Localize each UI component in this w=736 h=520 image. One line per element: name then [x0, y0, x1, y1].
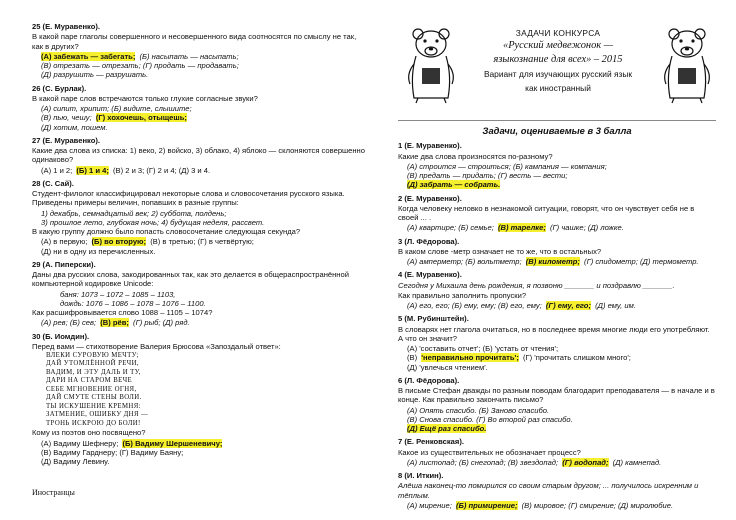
correct-answer: (Б) Вадиму Шершеневичу;: [122, 438, 223, 448]
correct-answer: (В) рёв;: [100, 318, 129, 328]
question-text: В словарях нет глагола очитаться, но в последнее время многие люди его употребляют. А что он значит?: [398, 324, 710, 343]
answer-line: [398, 223, 716, 232]
header-title: языкознание для всех» – 2015: [493, 54, 623, 66]
question-text: Какие два слова из списка: 1) веко, 2) войско, 3) облако, 4) яблоко — склоняются совершенно одинаково?: [32, 146, 365, 165]
question-head: 3 (Л. Фёдорова).: [398, 236, 460, 246]
answer-line: (А) строится — строиться; (Б) кампания — компания;: [407, 161, 607, 171]
answer-line: [398, 353, 716, 362]
question-head: 28 (С. Сай).: [32, 178, 74, 188]
question-text: Сегодня у Михаила день рождения, я позвоню _______ и поздравлю _______.: [398, 280, 675, 290]
question-1: [398, 141, 716, 189]
header-line: ЗАДАЧИ КОНКУРСА: [515, 28, 601, 38]
correct-answer: (В) тарелке;: [497, 223, 546, 233]
code-line: баня: 1073 – 1072 – 1085 – 1103,: [60, 289, 176, 299]
answer-option: (Г) спидометр; (Д) термометр.: [584, 257, 699, 267]
correct-answer: (Д) забрать — собрать.: [407, 180, 501, 190]
answer-line: (Д) хотим, пошем.: [41, 122, 108, 132]
answer-option: (А) амперметр; (Б) вольтметр;: [407, 257, 522, 267]
correct-answer: 'неправильно прочитать';: [421, 353, 519, 363]
question-head: 6 (Л. Фёдорова).: [398, 375, 460, 385]
bear-logo-icon: [660, 24, 714, 104]
question-head: 2 (Е. Муравенко).: [398, 193, 462, 203]
answer-line: (А) сипит, хрипит; (Б) видите, слышите;: [41, 104, 192, 113]
question-28: [32, 179, 366, 256]
answer-option: (А) листопад; (Б) снегопад; (В) звездопад;: [407, 457, 559, 467]
correct-answer: (Б) 1 и 4;: [76, 165, 109, 175]
question-head: 25 (Е. Муравенко).: [32, 22, 101, 31]
header-title: «Русский медвежонок —: [503, 40, 613, 52]
answer-line: [398, 458, 716, 467]
answer-option: (В) в третью; (Г) в четвёртую;: [150, 237, 254, 247]
question-2: [398, 194, 716, 233]
answer-line: [398, 301, 716, 310]
left-column: [32, 22, 366, 470]
correct-answer: (Г) хохочешь, отыщешь;: [95, 113, 187, 123]
answer-line: (В) отрезать — отрезать; (Г) продать — продавать;: [41, 61, 239, 70]
answer-line: (В) Вадиму Гарднеру; (Г) Вадиму Баяну;: [41, 447, 184, 457]
question-7: [398, 437, 716, 467]
correct-answer: (Г) водопад;: [562, 457, 609, 467]
question-8: [398, 471, 716, 510]
answer-option: (Г) 'прочитать слишком много';: [523, 353, 631, 363]
question-text: Алёша наконец-то помирился со своим старым другом; ... получилось искренним и тёплым.: [398, 481, 699, 500]
question-27: [32, 136, 366, 175]
question-text: Даны два русских слова, закодированных так, как это делается в общераспространённой компьютерной кодировке Unicode:: [32, 270, 349, 289]
poem-line: ВЛЕКИ СУРОВУЮ МЕЧТУ;: [46, 352, 139, 359]
answer-option: (А) в первую;: [41, 237, 88, 247]
section-heading: Задачи, оцениваемые в 3 балла: [398, 120, 716, 136]
correct-answer: (А) забежать — забегать;: [41, 51, 136, 61]
page-footer: Иностранцы: [32, 488, 75, 498]
answer-line: [398, 180, 716, 189]
answer-line: [398, 424, 716, 433]
poem-line: ВАДИМ, И ЭТУ ДАЛЬ И ТУ,: [46, 368, 141, 376]
header-subtitle: как иностранный: [525, 82, 591, 93]
answer-option: (Г) рыб; (Д) ряд.: [133, 318, 190, 328]
answer-option: (Б) насыпать — насыпать;: [139, 51, 239, 61]
answer-option: (А) мирение;: [407, 500, 452, 510]
answer-line: [398, 501, 716, 510]
question-head: 4 (Е. Муравенко).: [398, 270, 462, 280]
poem-line: ЗАТМЕНИЕ, ОШИБКУ ДНЯ —: [46, 411, 149, 419]
answer-option: (Г) чашке; (Д) ложке.: [550, 223, 624, 233]
question-head: 26 (С. Бурлак).: [32, 83, 87, 93]
poem-line: ДАРИ НА СТАРОМ ВЕЧЕ: [46, 377, 133, 385]
answer-line: [32, 439, 366, 448]
group-line: 1) декабрь, семнадцатый век; 2) суббота, полдень;: [41, 208, 227, 218]
answer-line: [32, 113, 366, 122]
answer-option: (А) Вадиму Шефнеру;: [41, 438, 119, 448]
group-line: 3) прошлое лето, глубокая ночь; 4) будущая неделя, рассвет.: [41, 217, 265, 227]
question-head: 5 (М. Рубинштейн).: [398, 314, 469, 324]
question-text: В какой паре слов встречаются только глухие согласные звуки?: [32, 93, 258, 103]
question-26: [32, 84, 366, 132]
question-text: В какой паре глаголы совершенного и несовершенного вида соотносятся по смыслу не так, как в других?: [32, 32, 357, 51]
correct-answer: (Г) ему, его;: [545, 301, 591, 311]
question-3: [398, 237, 716, 267]
question-ask: Как расшифровывается слово 1088 – 1105 – 1074?: [32, 308, 213, 317]
question-text: Студент-филолог классифицировал некоторые слова и словосочетания русского языка. Приведены примеры величин, попавших в разные группы:: [32, 189, 345, 208]
question-head: 29 (А. Пиперски).: [32, 259, 96, 269]
header-title-block: [460, 28, 656, 93]
answer-option: (В): [407, 353, 418, 363]
answer-option: (В) пью, чешу;: [41, 113, 92, 123]
correct-answer: (В) километр;: [525, 257, 580, 267]
question-text: Какие два слова произносятся по-разному?: [398, 151, 553, 161]
question-6: [398, 376, 716, 434]
question-ask: Кому из поэтов оно посвящено?: [32, 428, 146, 438]
answer-option: (Д) ему, им.: [595, 301, 636, 311]
answer-option: (А) его, его; (Б) ему, ему; (В) его, ему;: [407, 301, 542, 311]
answer-line: (Д) разрушить — разрушать.: [41, 70, 149, 80]
answer-option: (А) 1 и 2;: [41, 165, 73, 175]
answer-option: (В) 2 и 3; (Г) 2 и 4; (Д) 3 и 4.: [113, 165, 211, 175]
answer-line: (Д) ни в одну из перечисленных.: [41, 246, 156, 256]
header-subtitle: Вариант для изучающих русский язык: [483, 69, 633, 80]
answer-line: (В) предать — придать; (Г) весть — вести;: [407, 171, 568, 181]
question-head: 30 (Б. Иомдин).: [32, 331, 90, 341]
poem-line: СЕБЕ МГНОВЕНИЕ ОГНЯ,: [46, 385, 137, 393]
poem-line: ДАЙ УТОМЛЁННОЙ РЕЧИ,: [46, 360, 140, 368]
answer-line: [32, 166, 366, 175]
correct-answer: (Б) во вторую;: [91, 237, 147, 247]
right-column: [398, 22, 716, 514]
question-text: Когда человеку неловко в незнакомой ситуации, говорят, что он чувствует себя не в своей ... .: [398, 203, 695, 223]
bear-logo-icon: [404, 24, 458, 104]
question-head: 1 (Е. Муравенко).: [398, 141, 462, 151]
answer-line: [32, 52, 366, 61]
answer-line: (Д) 'увлечься чтением'.: [407, 362, 488, 372]
question-29: [32, 260, 366, 328]
answer-line: [32, 237, 366, 246]
answer-line: (А) Опять спасибо. (Б) Заново спасибо.: [407, 405, 550, 415]
correct-answer: (Д) Ещё раз спасибо.: [407, 424, 487, 434]
answer-line: (В) Снова спасибо. (Г) Во второй раз спасибо.: [407, 414, 573, 424]
poem-line: ДАЙ СМУТЕ СТЕНЫ ВОЛИ.: [46, 394, 142, 402]
answer-line: [398, 257, 716, 266]
question-text: В письме Стефан дважды по разным поводам благодарит преподавателя — в начале и в конце. Как правильно закончить письмо?: [398, 386, 715, 405]
question-25: [32, 22, 366, 80]
question-5: [398, 314, 716, 372]
correct-answer: (Б) примирение;: [455, 500, 518, 510]
question-ask: Как правильно заполнить пропуски?: [398, 290, 527, 300]
contest-header: [398, 22, 716, 118]
answer-option: (А) квартире; (Б) семье;: [407, 223, 494, 233]
answer-line: (А) 'составить отчет'; (Б) 'устать от чтения';: [407, 344, 559, 354]
question-4: [398, 270, 716, 310]
poem-line: ТЫ ИСКУШЕНИЕ КРЕМНЯ:: [46, 402, 141, 410]
answer-line: (Д) Вадиму Левину.: [41, 457, 110, 467]
question-text: В каком слове -метр означает не то же, что в остальных?: [398, 246, 602, 256]
question-head: 7 (Е. Ренковская).: [398, 437, 464, 447]
poem-line: ТРОНЬ ИСКРОЮ ДО БОЛИ!: [46, 419, 141, 427]
question-text: Перед вами — стихотворение Валерия Брюсова «Запоздалый ответ»:: [32, 341, 281, 351]
question-ask: В какую группу должно было попасть словосочетание следующая секунда?: [32, 227, 301, 236]
question-30: [32, 332, 366, 467]
question-text: Какое из существительных не обозначает процесс?: [398, 447, 581, 457]
answer-option: (Д) камнепад.: [612, 457, 662, 467]
poem: [32, 352, 366, 428]
answer-option: (А) рев; (Б) сев;: [41, 318, 97, 328]
question-head: 27 (Е. Муравенко).: [32, 135, 101, 145]
code-line: дождь: 1076 – 1086 – 1078 – 1076 – 1100.: [60, 298, 206, 308]
answer-line: [32, 318, 366, 327]
answer-option: (В) мировое; (Г) смирение; (Д) миролюбие.: [521, 500, 674, 510]
question-head: 8 (И. Иткин).: [398, 471, 444, 481]
